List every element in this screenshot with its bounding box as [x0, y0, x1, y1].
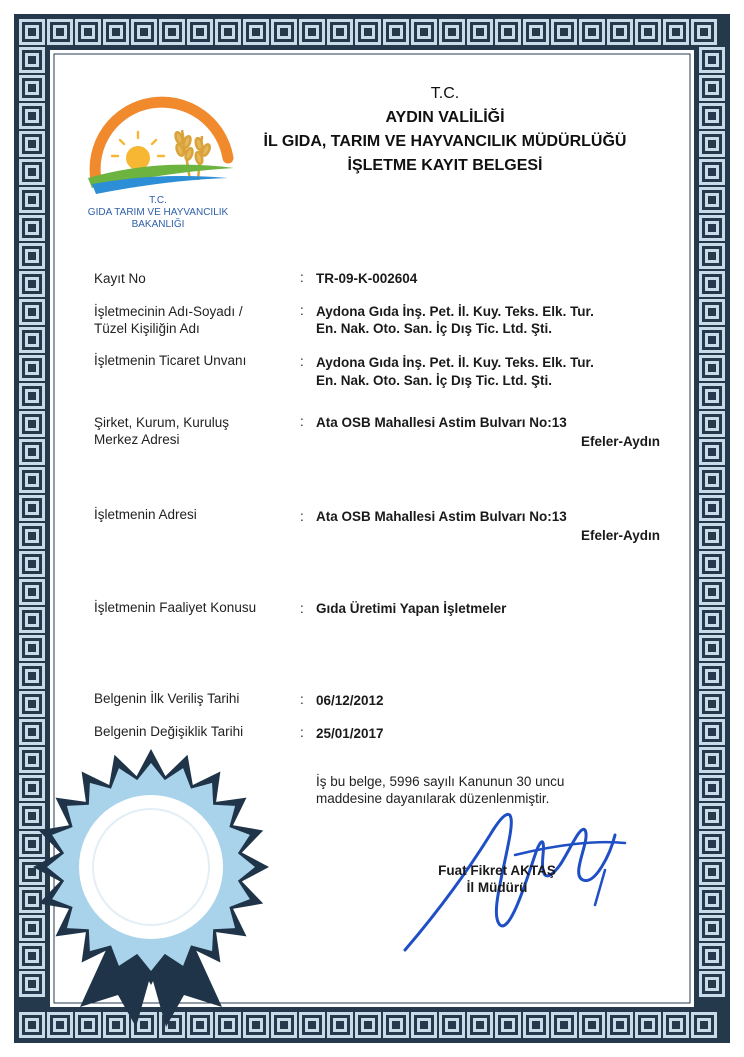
document-title: İŞLETME KAYIT BELGESİ: [347, 157, 543, 174]
document-header: [220, 82, 670, 178]
colon: :: [300, 414, 304, 429]
ticaret-unvani-value-1: Aydona Gıda İnş. Pet. İl. Kuy. Teks. Elk. Tur.: [316, 355, 594, 370]
colon: :: [300, 303, 304, 318]
signer-name: Fuat Fikret AKTAŞ: [438, 863, 556, 878]
isletmeci-value-2: En. Nak. Oto. San. İç Dış Tic. Ltd. Şti.: [316, 321, 553, 336]
isletme-adresi-value-1: Ata OSB Mahallesi Astim Bulvarı No:13: [316, 509, 567, 524]
logo-tc: T.C.: [149, 195, 167, 206]
colon: :: [300, 601, 304, 616]
header-valilik: AYDIN VALİLİĞİ: [385, 109, 505, 126]
kayit-no-label: Kayıt No: [94, 271, 146, 286]
isletme-adresi-label: İşletmenin Adresi: [94, 507, 197, 522]
degisiklik-label: Belgenin Değişiklik Tarihi: [94, 724, 244, 739]
isletmeci-label-1: İşletmecinin Adı-Soyadı /: [94, 304, 243, 319]
isletme-adresi-value-2: Efeler-Aydın: [580, 528, 660, 543]
legal-note-line-1: İş bu belge, 5996 sayılı Kanunun 30 uncu: [316, 774, 565, 789]
ticaret-unvani-value-2: En. Nak. Oto. San. İç Dış Tic. Ltd. Şti.: [316, 373, 553, 388]
faaliyet-label: İşletmenin Faaliyet Konusu: [94, 600, 257, 615]
colon: :: [300, 725, 304, 740]
isletmeci-label-2: Tüzel Kişiliğin Adı: [94, 321, 200, 336]
logo-line-1: GIDA TARIM VE HAYVANCILIK: [87, 207, 229, 218]
colon: :: [300, 354, 304, 369]
isletmeci-value-1: Aydona Gıda İnş. Pet. İl. Kuy. Teks. Elk. Tur.: [316, 304, 594, 319]
degisiklik-value: 25/01/2017: [316, 726, 384, 741]
rosette-seal-icon: [30, 745, 290, 1035]
ilk-verilis-label: Belgenin İlk Veriliş Tarihi: [94, 691, 240, 706]
logo-line-2: BAKANLIĞI: [131, 219, 185, 230]
kayit-no-value: TR-09-K-002604: [316, 271, 418, 286]
ilk-verilis-value: 06/12/2012: [316, 693, 384, 708]
merkez-adresi-label-2: Merkez Adresi: [94, 432, 180, 447]
ministry-logo-icon: [78, 88, 238, 208]
signer-title: İl Müdürü: [466, 880, 528, 895]
colon: :: [300, 509, 304, 524]
merkez-adresi-label-1: Şirket, Kurum, Kuruluş: [94, 415, 230, 430]
header-tc: T.C.: [430, 85, 460, 102]
header-mudurluk: İL GIDA, TARIM VE HAYVANCILIK MÜDÜRLÜĞÜ: [263, 133, 627, 150]
ticaret-unvani-label: İşletmenin Ticaret Unvanı: [94, 353, 247, 368]
merkez-adresi-value-1: Ata OSB Mahallesi Astim Bulvarı No:13: [316, 415, 567, 430]
merkez-adresi-value-2: Efeler-Aydın: [580, 434, 660, 449]
signer-block: [412, 862, 582, 896]
colon: :: [300, 692, 304, 707]
faaliyet-value: Gıda Üretimi Yapan İşletmeler: [316, 601, 507, 616]
legal-note-line-2: maddesine dayanılarak düzenlenmiştir.: [316, 791, 550, 806]
colon: :: [300, 270, 304, 285]
